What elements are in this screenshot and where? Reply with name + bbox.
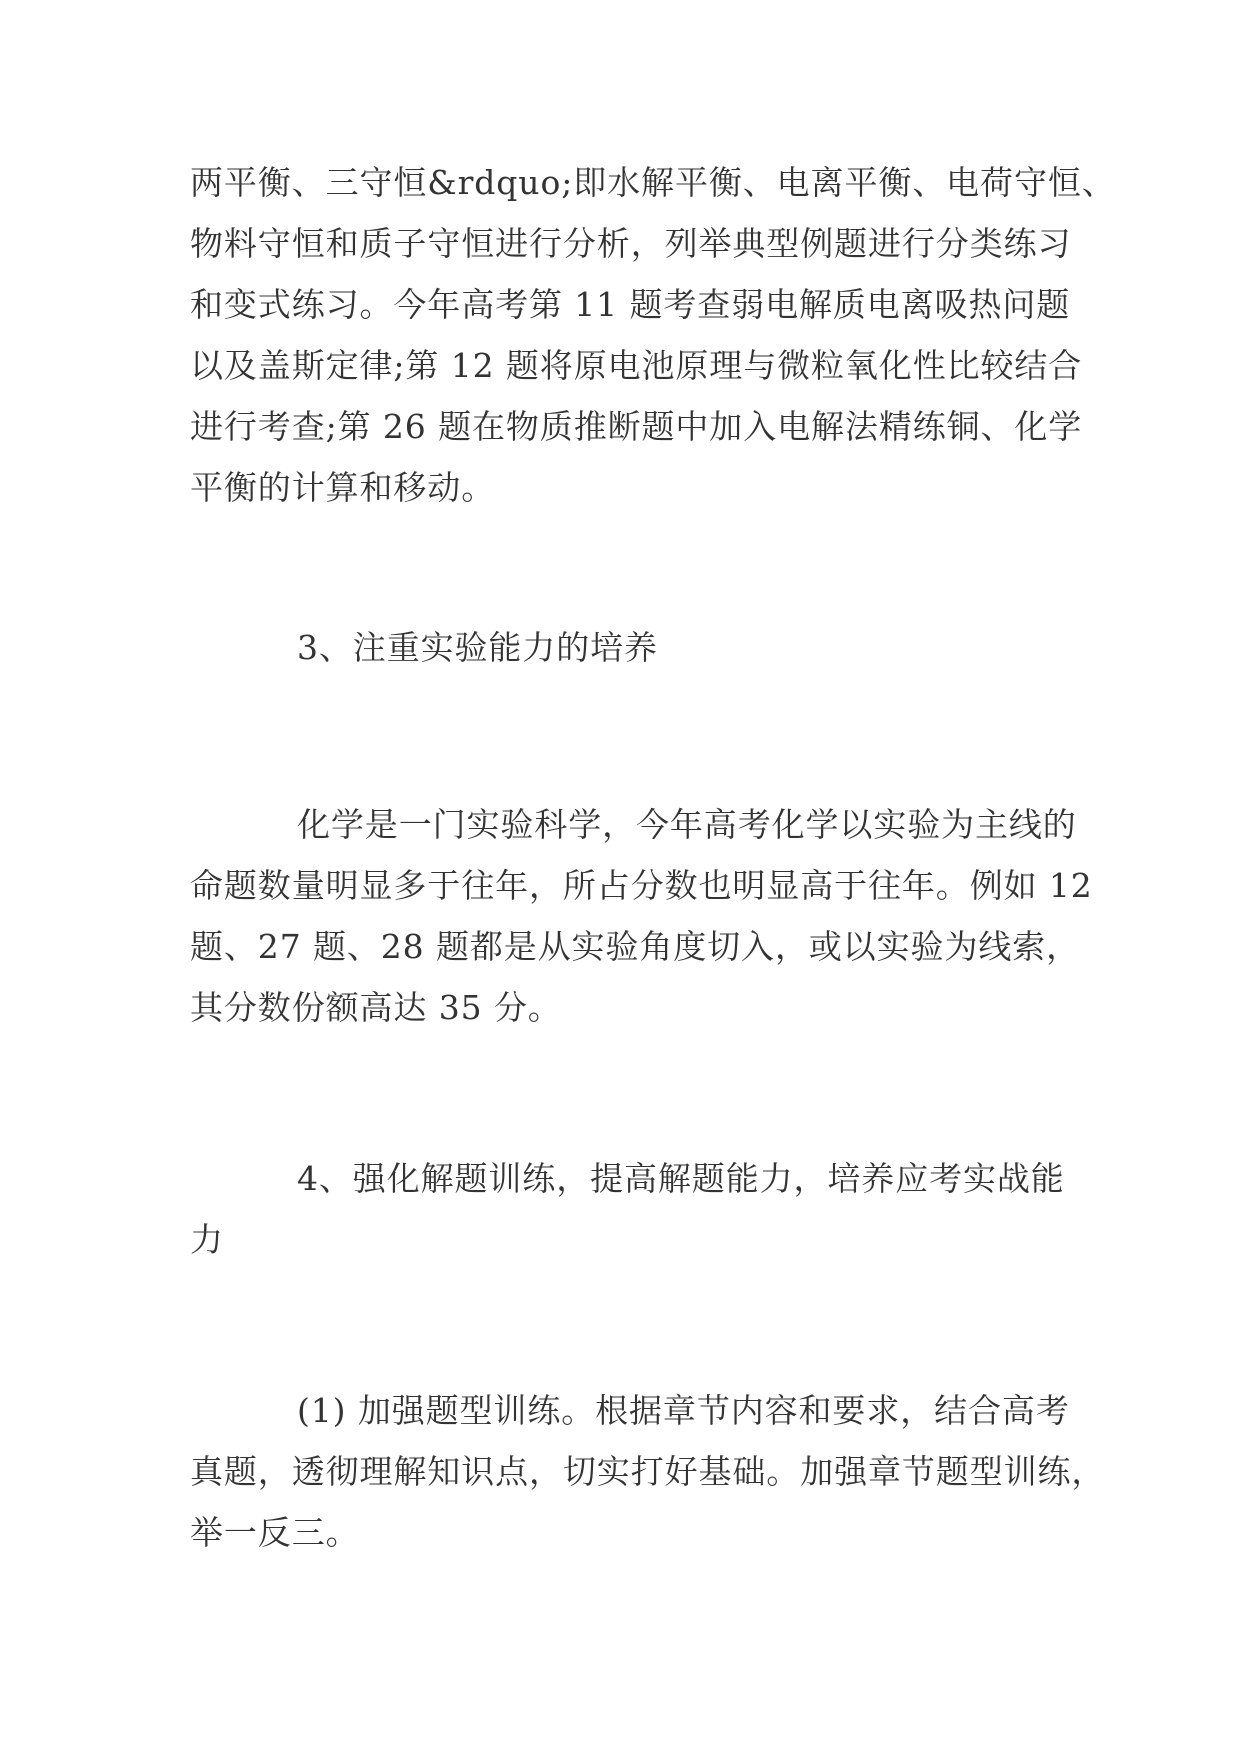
text-line: (1) 加强题型训练。根据章节内容和要求，结合高考 (297, 1391, 1070, 1430)
body-paragraph-experiment (190, 794, 1093, 1038)
section-heading-training (190, 1148, 1070, 1270)
body-paragraph-equilibrium (190, 152, 1116, 518)
heading-text: 3、注重实验能力的培养 (297, 628, 658, 667)
text-line: 两平衡、三守恒&rdquo;即水解平衡、电离平衡、电荷守恒、 (190, 163, 1116, 202)
text-line: 以及盖斯定律;第 12 题将原电池原理与微粒氧化性比较结合 (190, 346, 1083, 385)
text-line: 命题数量明显多于往年，所占分数也明显高于往年。例如 12 (190, 866, 1093, 905)
text-line: 和变式练习。今年高考第 11 题考查弱电解质电离吸热问题 (190, 285, 1071, 324)
body-paragraph-question-type-training (190, 1380, 1106, 1563)
text-line: 举一反三。 (190, 1513, 360, 1552)
heading-text: 4、强化解题训练，提高解题能力，培养应考实战能 (297, 1159, 1065, 1198)
heading-text: 力 (190, 1220, 224, 1259)
text-line: 题、27 题、28 题都是从实验角度切入，或以实验为线索， (190, 927, 1081, 966)
text-line: 真题，透彻理解知识点，切实打好基础。加强章节题型训练， (190, 1452, 1106, 1491)
text-line: 物料守恒和质子守恒进行分析，列举典型例题进行分类练习 (190, 224, 1072, 263)
text-line: 平衡的计算和移动。 (190, 468, 496, 507)
section-heading-experiment (190, 617, 1070, 678)
text-line: 其分数份额高达 35 分。 (190, 988, 562, 1027)
text-line: 化学是一门实验科学，今年高考化学以实验为主线的 (297, 805, 1077, 844)
text-line: 进行考查;第 26 题在物质推断题中加入电解法精练铜、化学 (190, 407, 1083, 446)
